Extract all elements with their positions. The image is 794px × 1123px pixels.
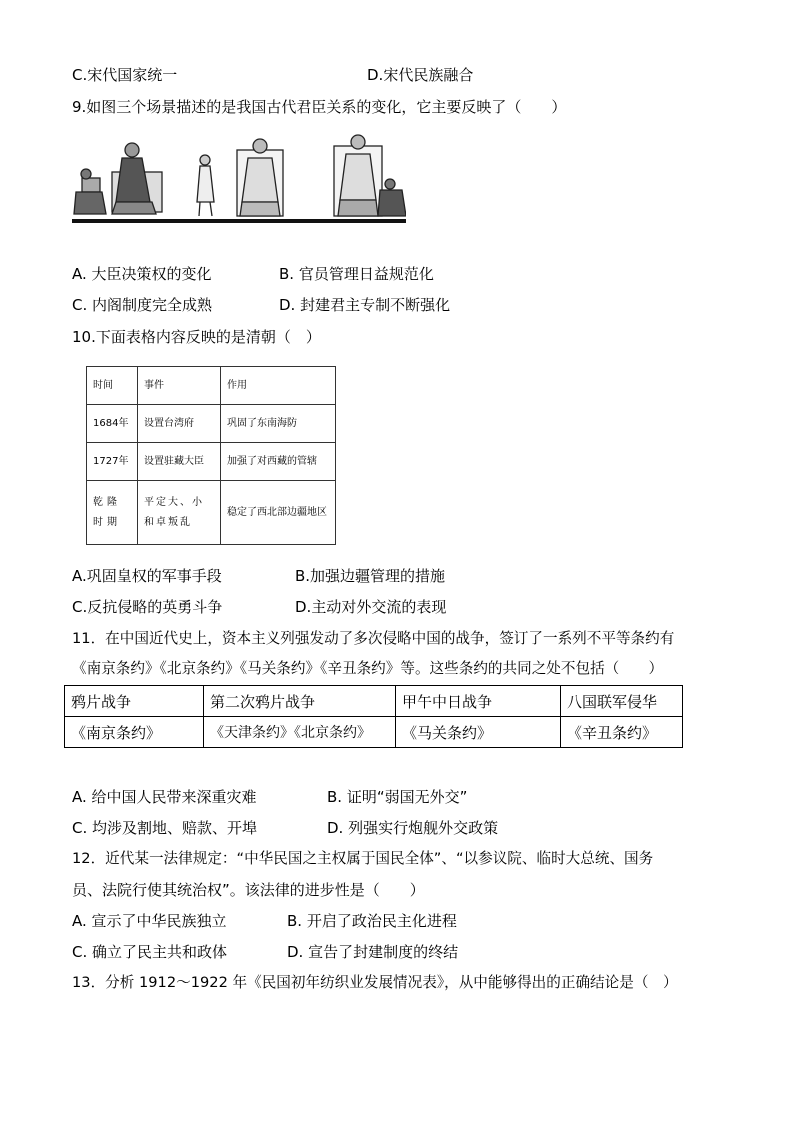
court-scenes-illustration <box>72 132 406 227</box>
q12-stem-line1: 12．近代某一法律规定：“中华民国之主权属于国民全体”、“以参议院、临时大总统、国务 <box>72 850 654 867</box>
q12-option-c: C. 确立了民主共和政体 <box>72 943 228 961</box>
table-cell: 设置驻藏大臣 <box>138 443 221 481</box>
table-row <box>87 405 336 443</box>
q12-option-a: A. 宣示了中华民族独立 <box>72 912 227 930</box>
q10-option-d: D.主动对外交流的表现 <box>295 598 447 616</box>
q10-option-a: A.巩固皇权的军事手段 <box>72 567 222 585</box>
q10-option-c: C.反抗侵略的英勇斗争 <box>72 598 223 616</box>
table-row <box>65 686 683 717</box>
q9-option-b: B. 官员管理日益规范化 <box>279 265 434 283</box>
q10-option-b: B.加强边疆管理的措施 <box>295 567 446 585</box>
q8-option-c: C.宋代国家统一 <box>72 66 178 84</box>
table-row <box>87 443 336 481</box>
table-cell: 乾隆时期 <box>87 481 138 545</box>
q11-option-c: C. 均涉及割地、赔款、开埠 <box>72 819 258 837</box>
table-cell: 作用 <box>221 367 336 405</box>
q8-option-d: D.宋代民族融合 <box>367 66 474 84</box>
q11-option-b: B. 证明“弱国无外交” <box>327 788 468 806</box>
q10-table <box>86 366 336 545</box>
q9-option-a: A. 大臣决策权的变化 <box>72 265 212 283</box>
table-cell: 1727年 <box>87 443 138 481</box>
q12-stem-line2: 员、法院行使其统治权”。该法律的进步性是（ ） <box>72 881 425 899</box>
q12-option-d: D. 宣告了封建制度的终结 <box>287 943 459 961</box>
q11-stem-line2: 《南京条约》《北京条约》《马关条约》《辛丑条约》等。这些条约的共同之处不包括（ ） <box>72 660 664 677</box>
q11-table <box>64 685 683 748</box>
q13-stem: 13．分析 1912～1922 年《民国初年纺织业发展情况表》，从中能够得出的正确结论是（ ） <box>72 974 678 991</box>
table-cell: 巩固了东南海防 <box>221 405 336 443</box>
table-cell: 《天津条约》《北京条约》 <box>204 717 396 748</box>
q11-option-a: A. 给中国人民带来深重灾难 <box>72 788 257 806</box>
table-cell: 加强了对西藏的管辖 <box>221 443 336 481</box>
table-cell: 稳定了西北部边疆地区 <box>221 481 336 545</box>
table-cell: 事件 <box>138 367 221 405</box>
table-cell: 《南京条约》 <box>65 717 204 748</box>
table-cell: 1684年 <box>87 405 138 443</box>
q9-stem: 9.如图三个场景描述的是我国古代君臣关系的变化，它主要反映了（ ） <box>72 98 567 116</box>
table-cell: 八国联军侵华 <box>561 686 683 717</box>
table-row <box>65 717 683 748</box>
table-cell: 设置台湾府 <box>138 405 221 443</box>
table-cell: 甲午中日战争 <box>396 686 561 717</box>
table-cell: 《辛丑条约》 <box>561 717 683 748</box>
q11-stem-line1: 11．在中国近代史上，资本主义列强发动了多次侵略中国的战争，签订了一系列不平等条约有 <box>72 630 675 647</box>
table-row <box>87 481 336 545</box>
q9-option-d: D. 封建君主专制不断强化 <box>279 296 451 314</box>
q9-option-c: C. 内阁制度完全成熟 <box>72 296 213 314</box>
table-row <box>87 367 336 405</box>
table-cell: 第二次鸦片战争 <box>204 686 396 717</box>
table-cell: 鸦片战争 <box>65 686 204 717</box>
table-cell: 《马关条约》 <box>396 717 561 748</box>
q10-stem: 10.下面表格内容反映的是清朝（ ） <box>72 328 321 346</box>
table-cell: 平定大、小和卓叛乱 <box>138 481 221 545</box>
q11-option-d: D. 列强实行炮舰外交政策 <box>327 819 499 837</box>
table-cell: 时间 <box>87 367 138 405</box>
q12-option-b: B. 开启了政治民主化进程 <box>287 912 457 930</box>
